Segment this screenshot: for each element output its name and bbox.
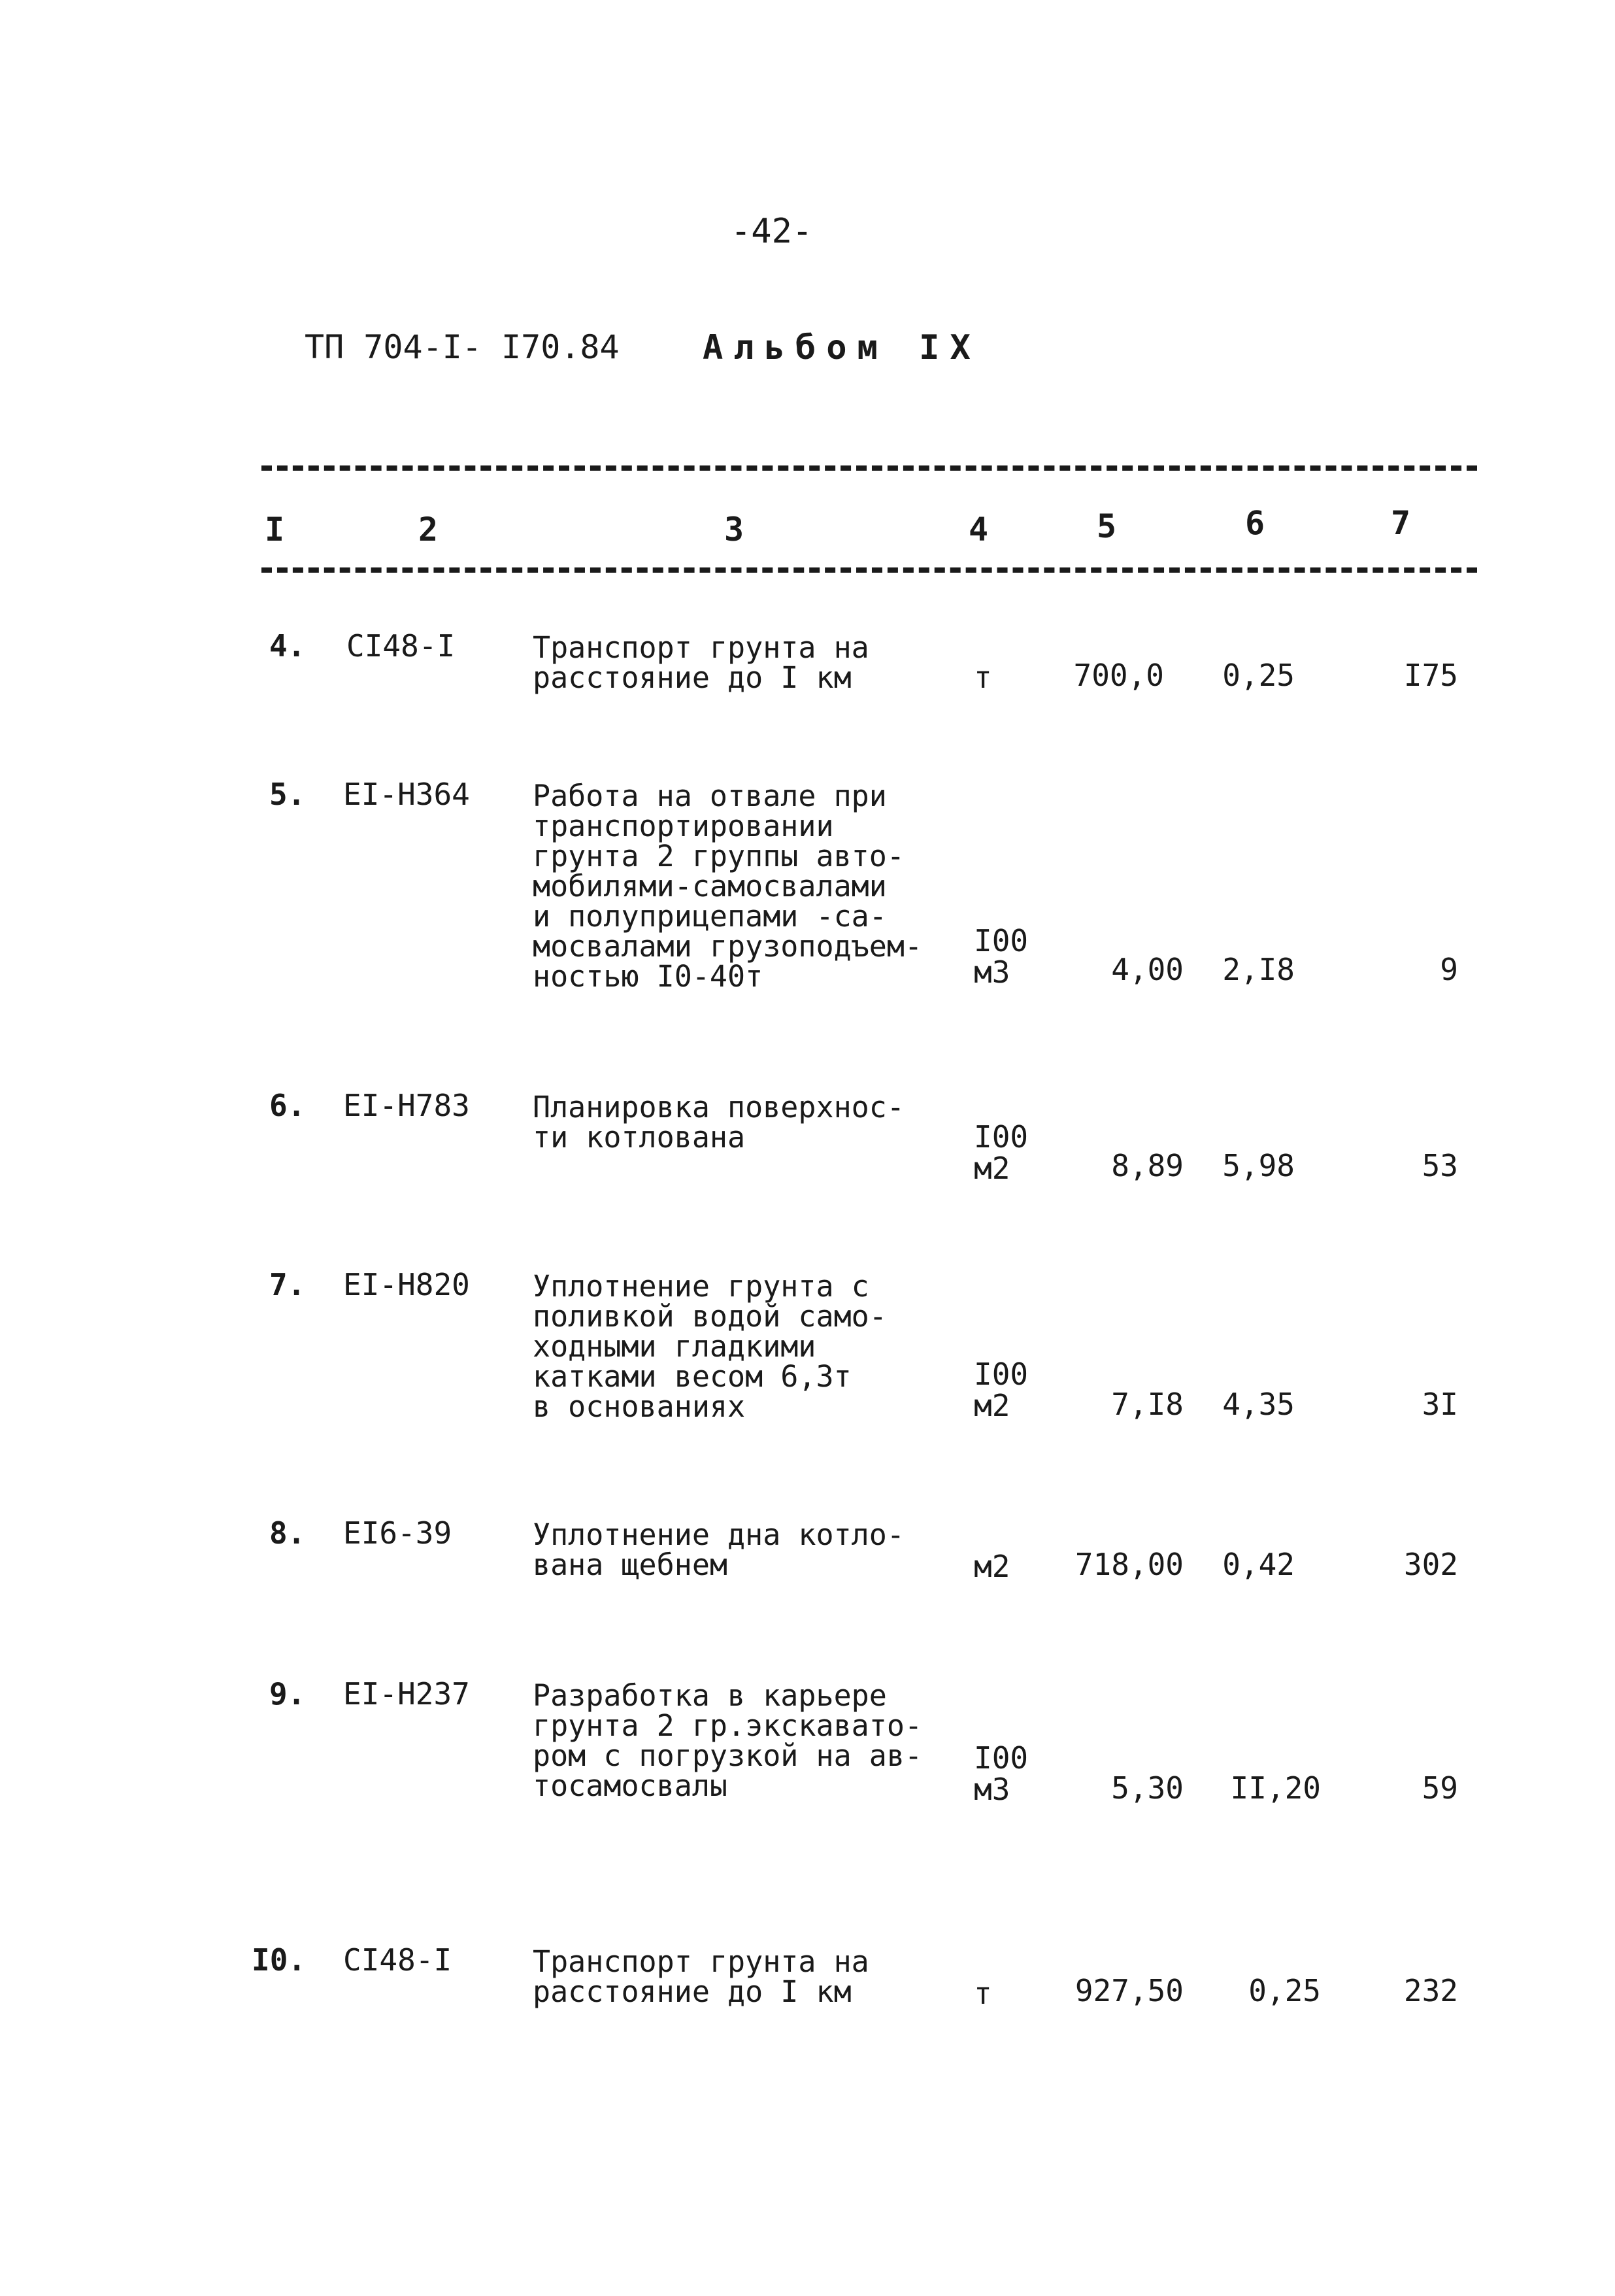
row-quantity: 718,00 xyxy=(1074,1547,1184,1582)
row-price: 0,42 xyxy=(1222,1547,1295,1582)
row-quantity: 4,00 xyxy=(1111,952,1184,987)
row-number: 9. xyxy=(269,1676,306,1712)
row-price: 2,I8 xyxy=(1222,952,1295,987)
table-top-rule xyxy=(261,465,1477,471)
row-description: Уплотнение грунта с поливкой водой само- ходными гладкими катками весом 6,3т в основаниях xyxy=(533,1269,887,1424)
column-header-6: 6 xyxy=(1245,504,1265,542)
row-quantity: 8,89 xyxy=(1111,1148,1184,1183)
row-description: Разработка в карьере грунта 2 гр.экскавато- ром с погрузкой на ав- тосамосвалы xyxy=(533,1678,923,1803)
page-number: -42- xyxy=(731,212,813,251)
row-number: 4. xyxy=(269,628,306,664)
row-total: 9 xyxy=(1440,952,1458,987)
row-unit: м2 xyxy=(974,1549,1010,1584)
row-price: 5,98 xyxy=(1222,1148,1295,1183)
document-code: ТП 704-I- I70.84 xyxy=(305,328,620,366)
row-unit: I00 м2 xyxy=(974,1357,1029,1423)
column-header-7: 7 xyxy=(1391,504,1411,542)
row-unit: I00 м3 xyxy=(974,923,1029,990)
table-header-rule xyxy=(261,567,1477,573)
row-quantity: 927,50 xyxy=(1074,1973,1184,2008)
row-unit: I00 м3 xyxy=(974,1740,1029,1807)
column-header-1: I xyxy=(265,511,285,549)
row-code: EI-H237 xyxy=(343,1676,470,1712)
row-code: EI-H364 xyxy=(343,777,470,812)
row-total: 59 xyxy=(1422,1770,1458,1806)
row-total: 53 xyxy=(1422,1148,1458,1183)
row-price: II,20 xyxy=(1230,1770,1321,1806)
row-code: EI6-39 xyxy=(343,1515,452,1551)
row-code: CI48-I xyxy=(343,1942,452,1978)
row-description: Уплотнение дна котло- вана щебнем xyxy=(533,1517,905,1582)
row-unit: I00 м2 xyxy=(974,1119,1029,1186)
row-description: Транспорт грунта на расстояние до I км xyxy=(533,1944,869,2009)
row-number: 7. xyxy=(269,1267,306,1302)
row-unit: т xyxy=(974,1976,992,2011)
row-total: 302 xyxy=(1403,1547,1458,1582)
row-unit: т xyxy=(974,660,992,695)
row-total: 232 xyxy=(1403,1973,1458,2008)
row-total: I75 xyxy=(1403,658,1458,693)
row-quantity: 700,0 xyxy=(1073,658,1164,693)
row-number: 5. xyxy=(269,777,306,812)
row-description: Планировка поверхнос- ти котлована xyxy=(533,1090,905,1155)
row-number: 8. xyxy=(269,1515,306,1551)
column-header-5: 5 xyxy=(1097,507,1117,545)
column-header-3: 3 xyxy=(724,511,744,549)
row-price: 0,25 xyxy=(1222,658,1295,693)
column-header-2: 2 xyxy=(418,511,439,549)
album-title: Альбом IX xyxy=(703,328,981,367)
row-number: 6. xyxy=(269,1088,306,1123)
row-description: Транспорт грунта на расстояние до I км xyxy=(533,630,869,695)
column-header-4: 4 xyxy=(969,511,989,549)
row-total: 3I xyxy=(1422,1387,1458,1422)
row-quantity: 5,30 xyxy=(1111,1770,1184,1806)
row-price: 0,25 xyxy=(1248,1973,1321,2008)
row-quantity: 7,I8 xyxy=(1111,1387,1184,1422)
row-code: CI48-I xyxy=(346,628,456,664)
row-code: EI-H820 xyxy=(343,1267,470,1302)
row-number: I0. xyxy=(252,1942,307,1978)
row-code: EI-H783 xyxy=(343,1088,470,1123)
row-description: Работа на отвале при транспортировании грунта 2 группы авто- мобилями-самосвалами и полуприцепами -са- мосвалами грузоподъем- ностью I0-40т xyxy=(533,779,923,994)
row-price: 4,35 xyxy=(1222,1387,1295,1422)
